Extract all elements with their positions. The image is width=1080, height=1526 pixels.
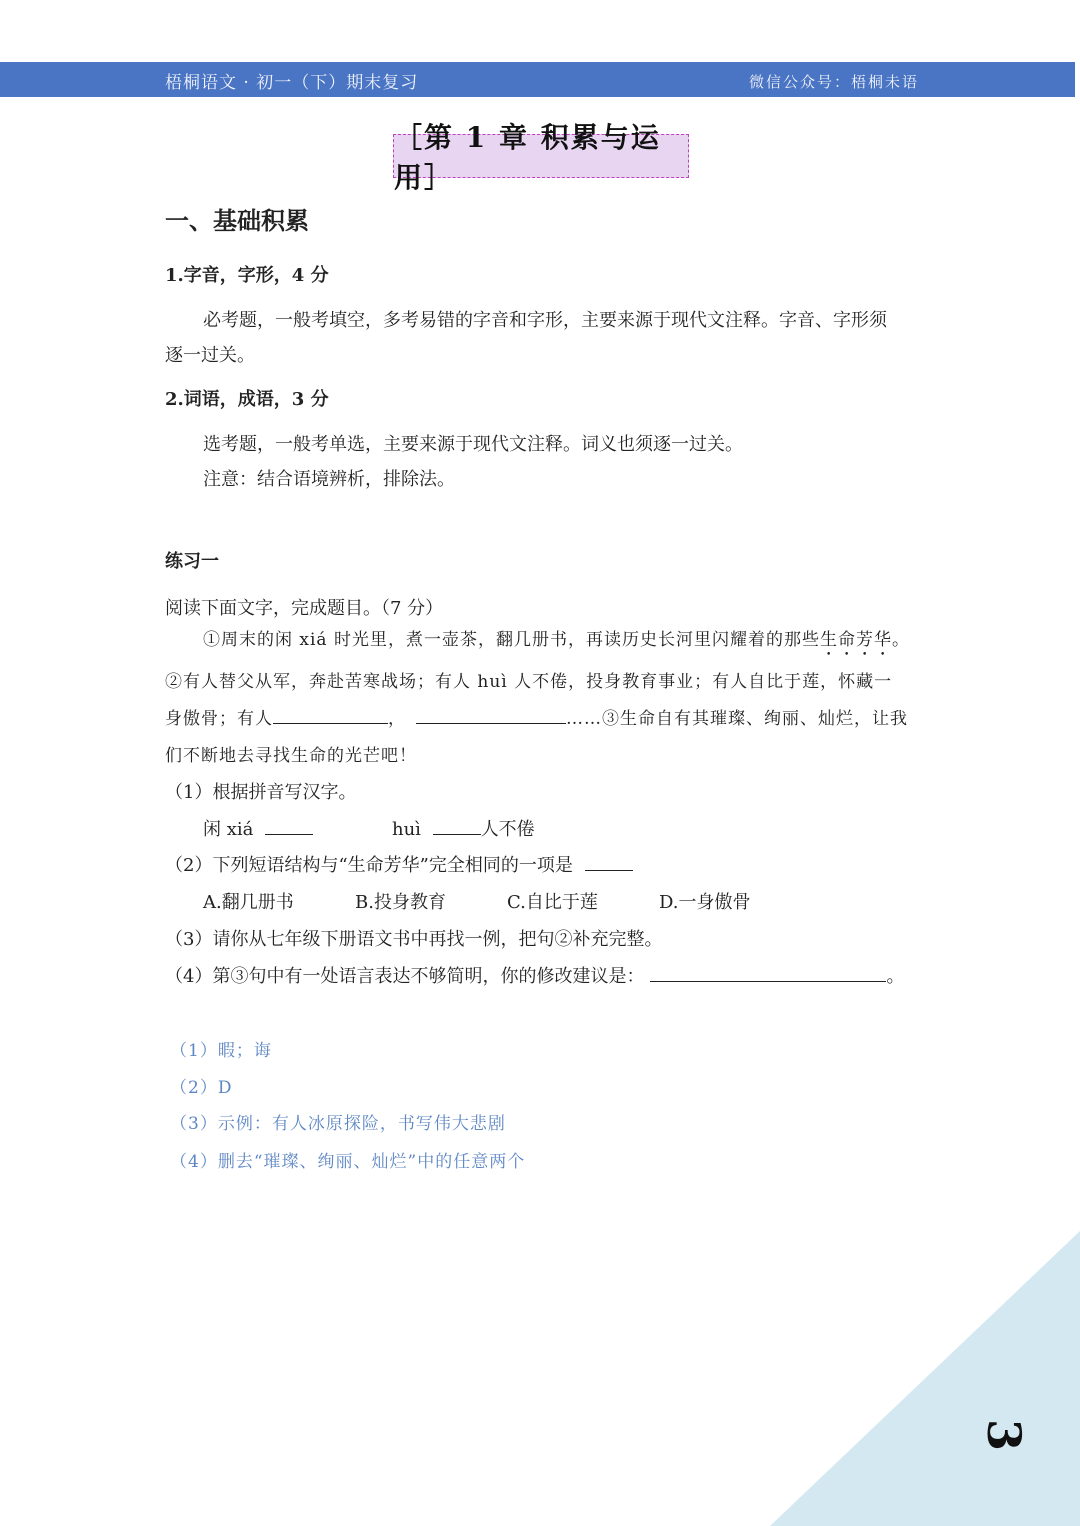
page-number [977,1408,1032,1462]
answer-3: （3）示例：有人冰原探险，书写伟大悲剧 [170,1114,506,1134]
q2-text: （2）下列短语结构与“生命芳华”完全相同的一项是 [165,855,573,876]
header-title: 梧桐语文 · 初一（下）期末复习 [165,73,419,93]
passage-line-3-c: ……③生命自有其璀璨、绚丽、灿烂，让我 [566,709,908,729]
answer-2: （2）D [170,1078,233,1098]
answer-4: （4）删去“璀璨、绚丽、灿烂”中的任意两个 [170,1152,526,1172]
item1-title: 1.字音，字形，4 分 [165,265,329,286]
q1-b-suffix: 人不倦 [480,819,535,840]
header-wechat: 微信公众号：梧桐未语 [748,73,919,91]
q4-text: （4）第③句中有一处语言表达不够简明，你的修改建议是： [165,966,645,987]
passage-line-3 [165,704,908,729]
item1-text-line1: 必考题，一般考填空，多考易错的字音和字形，主要来源于现代文注释。字音、字形须 [203,310,887,331]
q2-blank[interactable] [585,852,633,871]
passage-line-1 [203,625,910,660]
question-1-a [203,815,313,841]
blank-2[interactable] [416,705,566,724]
passage-line-1-text: ①周末的闲 xiá 时光里，煮一壶茶，翻几册书，再读历史长河里闪耀着的那些 [203,630,820,650]
q4-end: 。 [886,966,905,987]
question-2 [165,851,633,877]
passage-line-2: ②有人替父从军，奔赴苦寒战场；有人 huì 人不倦，投身教育事业；有人自比于莲，怀藏一 [165,672,893,692]
q1-a-label: 闲 xiá [203,819,254,840]
q4-blank[interactable] [650,963,886,982]
q1-b-label: huì [392,819,421,840]
q1-a-blank[interactable] [265,816,313,835]
passage-line-1-end: 。 [891,630,910,650]
item1-text-line2: 逐一过关。 [165,345,255,366]
question-1: （1）根据拼音写汉字。 [165,782,357,803]
answer-1: （1）暇；诲 [170,1041,272,1061]
item2-text-line1: 选考题，一般考单选，主要来源于现代文注释。词义也须逐一过关。 [203,434,743,455]
question-4 [165,962,904,988]
passage-line-4: 们不断地去寻找生命的光芒吧！ [165,746,417,766]
question-3: （3）请你从七年级下册语文书中再找一例，把句②补充完整。 [165,929,663,950]
corner-decoration [770,1231,1080,1526]
section-title: 一、基础积累 [165,206,309,235]
header-bar [0,62,1075,97]
q2-option-c[interactable]: C.自比于莲 [507,892,598,913]
page-number-glyph: 3 [977,1418,1032,1452]
item2-text-line2: 注意：结合语境辨析，排除法。 [203,469,455,490]
exercise-instruction: 阅读下面文字，完成题目。（7 分） [165,598,444,619]
exercise-title: 练习一 [165,551,219,572]
q2-option-b[interactable]: B.投身教育 [355,892,446,913]
chapter-title: ［第 1 章 积累与运用］ [393,134,689,178]
dotted-phrase: 生命芳华 [819,630,892,650]
question-1-b [392,815,535,841]
q2-option-a[interactable]: A.翻几册书 [203,892,294,913]
passage-line-3-a: 身傲骨；有人 [165,709,273,729]
item2-title: 2.词语，成语，3 分 [165,389,329,410]
q1-b-blank[interactable] [433,816,481,835]
passage-line-3-b: ， [388,709,406,729]
q2-option-d[interactable]: D.一身傲骨 [659,892,751,913]
blank-1[interactable] [273,705,388,724]
